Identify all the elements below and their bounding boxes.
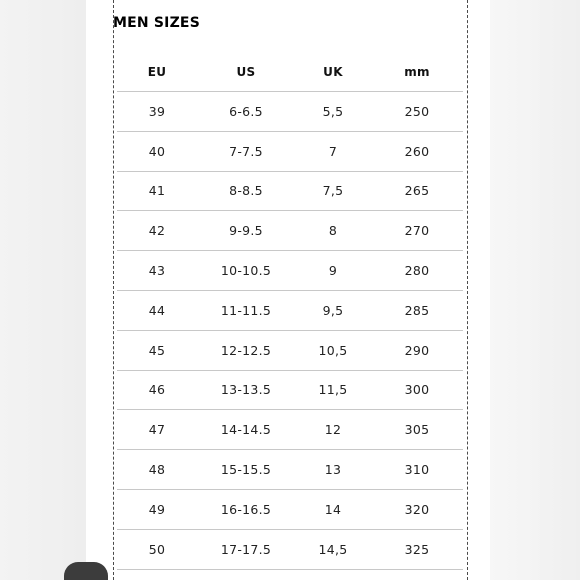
- cell-mm: 265: [404, 183, 430, 199]
- cell-us: 6-6.5: [229, 103, 263, 119]
- cell-us: 12-12.5: [220, 342, 272, 358]
- table-row: [117, 530, 463, 570]
- table-row: [117, 291, 463, 331]
- header-mm: mm: [404, 64, 430, 79]
- cell-mm: 290: [404, 342, 430, 358]
- dark-object: [64, 562, 108, 580]
- cell-eu: 43: [148, 263, 166, 279]
- cell-eu: 50: [148, 541, 166, 557]
- header-us: US: [236, 64, 256, 79]
- cell-eu: 48: [148, 462, 166, 478]
- cell-mm: 305: [404, 422, 430, 438]
- cell-us: 14-14.5: [220, 422, 272, 438]
- header-eu: EU: [147, 64, 167, 79]
- cell-us: 10-10.5: [220, 263, 272, 279]
- cell-uk: 14,5: [318, 541, 348, 557]
- cell-uk: 12: [324, 422, 342, 438]
- cell-mm: 260: [404, 143, 430, 159]
- cell-eu: 39: [148, 103, 166, 119]
- cell-eu: 49: [148, 501, 166, 517]
- table-row: [117, 410, 463, 450]
- cell-uk: 8: [328, 223, 338, 239]
- header-uk: UK: [323, 64, 343, 79]
- cell-mm: 270: [404, 223, 430, 239]
- table-body: [117, 92, 463, 570]
- dashed-border-left: [113, 0, 114, 580]
- cell-us: 13-13.5: [220, 382, 272, 398]
- cell-us: 8-8.5: [229, 183, 263, 199]
- cell-uk: 9,5: [322, 302, 344, 318]
- cell-eu: 40: [148, 143, 166, 159]
- cell-uk: 11,5: [318, 382, 348, 398]
- table-row: [117, 371, 463, 411]
- table-row: [117, 490, 463, 530]
- cell-mm: 280: [404, 263, 430, 279]
- cell-mm: 285: [404, 302, 430, 318]
- cell-eu: 42: [148, 223, 166, 239]
- cell-us: 15-15.5: [220, 462, 272, 478]
- cell-us: 11-11.5: [220, 302, 272, 318]
- table-row: [117, 331, 463, 371]
- cell-us: 16-16.5: [220, 501, 272, 517]
- cell-uk: 14: [324, 501, 342, 517]
- cell-eu: 44: [148, 302, 166, 318]
- table-row: [117, 450, 463, 490]
- cell-eu: 45: [148, 342, 166, 358]
- cell-eu: 47: [148, 422, 166, 438]
- cell-eu: 46: [148, 382, 166, 398]
- cell-mm: 250: [404, 103, 430, 119]
- cell-uk: 10,5: [318, 342, 348, 358]
- cell-mm: 310: [404, 462, 430, 478]
- table-row: [117, 251, 463, 291]
- cell-uk: 7: [328, 143, 338, 159]
- right-background: [490, 0, 580, 580]
- table-row: [117, 211, 463, 251]
- dashed-border-right: [467, 0, 468, 580]
- cell-eu: 41: [148, 183, 166, 199]
- table-row: [117, 132, 463, 172]
- cell-uk: 9: [328, 263, 338, 279]
- size-table: [117, 52, 463, 570]
- cell-mm: 300: [404, 382, 430, 398]
- cell-us: 9-9.5: [229, 223, 263, 239]
- table-row: [117, 172, 463, 212]
- cell-uk: 13: [324, 462, 342, 478]
- cell-us: 17-17.5: [220, 541, 272, 557]
- table-row: [117, 92, 463, 132]
- cell-uk: 5,5: [322, 103, 344, 119]
- table-header-row: [117, 52, 463, 92]
- cell-mm: 325: [404, 541, 430, 557]
- left-background: [0, 0, 86, 580]
- cell-uk: 7,5: [322, 183, 344, 199]
- cell-mm: 320: [404, 501, 430, 517]
- cell-us: 7-7.5: [229, 143, 263, 159]
- chart-title: MEN SIZES: [113, 15, 200, 31]
